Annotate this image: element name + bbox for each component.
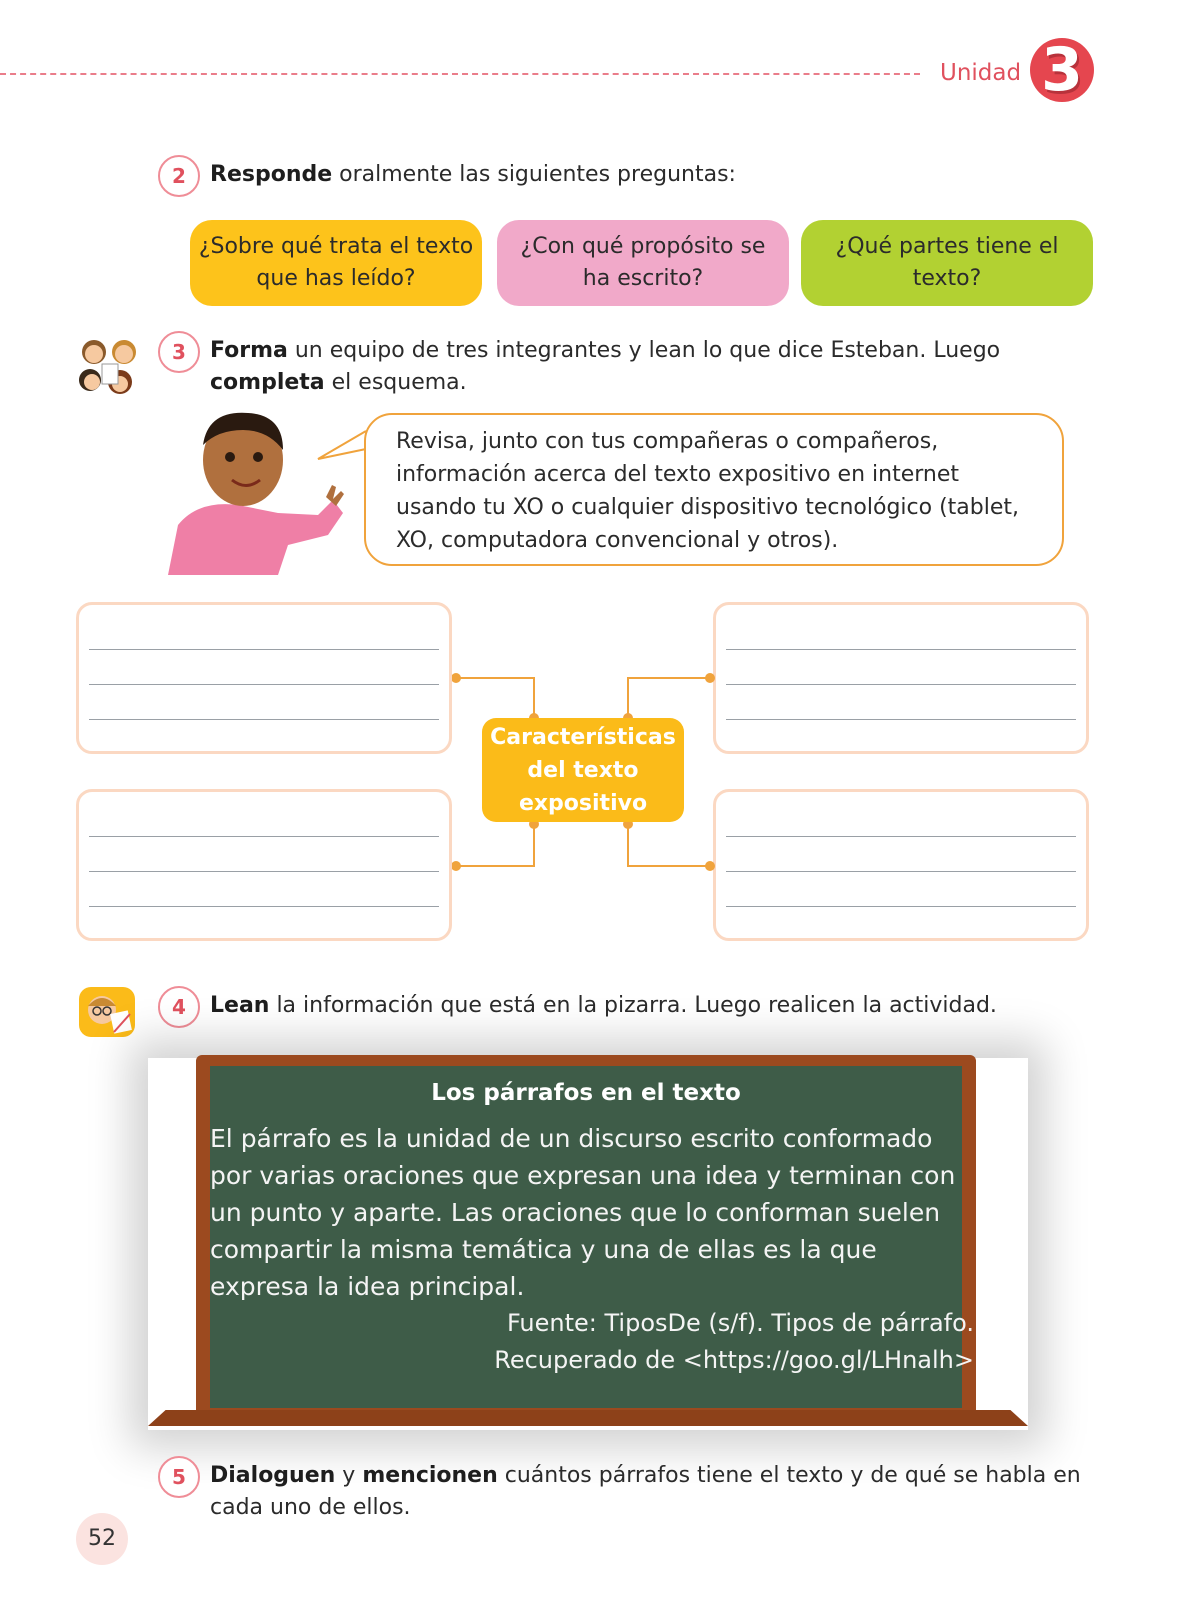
instruction-2-text: oralmente las siguientes preguntas: [332, 162, 736, 187]
reading-icon [78, 986, 136, 1038]
write-line [726, 871, 1076, 872]
question-bubble-purpose: ¿Con qué propósito se ha escrito? [497, 220, 789, 306]
write-line [726, 684, 1076, 685]
instruction-4-text: la información que está en la pizarra. Luego realicen la actividad. [269, 993, 997, 1018]
instruction-5-verb-dialoguen: Dialoguen [210, 1463, 336, 1488]
instruction-3-verb-forma: Forma [210, 338, 288, 363]
chalkboard-source [210, 1305, 974, 1379]
write-line [726, 836, 1076, 837]
scheme-center-label: Características del texto expositivo [482, 718, 684, 822]
chalkboard-title: Los párrafos en el texto [431, 1080, 741, 1106]
write-box-bottom-right[interactable] [713, 789, 1089, 941]
instruction-3-verb-completa: completa [210, 370, 325, 395]
instruction-3-text: un equipo de tres integrantes y lean lo que dice Esteban. Luego [287, 338, 1001, 363]
instruction-5-text: cuántos párrafos tiene el texto y de qué se habla en cada uno de ellos. [210, 1463, 1081, 1520]
unit-number-badge: 3 [1030, 38, 1094, 102]
unit-label: Unidad [940, 60, 1022, 86]
instruction-2 [210, 159, 1110, 191]
write-line [89, 719, 439, 720]
write-box-top-left[interactable] [76, 602, 452, 754]
step-number-2: 2 [158, 155, 200, 197]
write-line [726, 719, 1076, 720]
speech-bubble-tail [316, 425, 368, 465]
write-line [89, 684, 439, 685]
instruction-5-and: y [335, 1463, 363, 1488]
page-number: 52 [76, 1513, 128, 1565]
write-line [89, 649, 439, 650]
question-bubble-topic: ¿Sobre qué trata el texto que has leído? [190, 220, 482, 306]
instruction-5-verb-mencionen: mencionen [362, 1463, 498, 1488]
step-number-5: 5 [158, 1456, 200, 1498]
step-number-4: 4 [158, 986, 200, 1028]
instruction-4-verb: Lean [210, 993, 270, 1018]
instruction-5 [210, 1460, 1090, 1524]
source-line-1: Fuente: TiposDe (s/f). Tipos de párrafo. [506, 1309, 974, 1337]
instruction-2-verb: Responde [210, 162, 333, 187]
instruction-3 [210, 335, 1070, 399]
write-line [89, 871, 439, 872]
team-icon [76, 336, 142, 398]
chalkboard-paragraph: El párrafo es la unidad de un discurso escrito conformado por varias oraciones que expresan una idea y terminan con un punto y aparte. Las oraciones que lo conforman suelen compartir la misma temática y una de ellas es la que expresa la idea principal. [210, 1124, 956, 1301]
write-box-top-right[interactable] [713, 602, 1089, 754]
write-line [89, 906, 439, 907]
write-line [726, 906, 1076, 907]
speech-bubble: Revisa, junto con tus compañeras o compañeros, información acerca del texto expositivo en internet usando tu XO o cualquier dispositivo tecnológico (tablet, XO, computadora convencional y otros). [364, 413, 1064, 566]
write-box-bottom-left[interactable] [76, 789, 452, 941]
instruction-4 [210, 990, 1110, 1022]
write-line [89, 836, 439, 837]
chalkboard-ledge [148, 1410, 1028, 1426]
write-line [726, 649, 1076, 650]
header-dashed-line [0, 73, 920, 75]
source-line-2: Recuperado de <https://goo.gl/LHnalh> [494, 1346, 974, 1374]
step-number-3: 3 [158, 331, 200, 373]
instruction-3-end: el esquema. [324, 370, 467, 395]
question-bubble-parts: ¿Qué partes tiene el texto? [801, 220, 1093, 306]
